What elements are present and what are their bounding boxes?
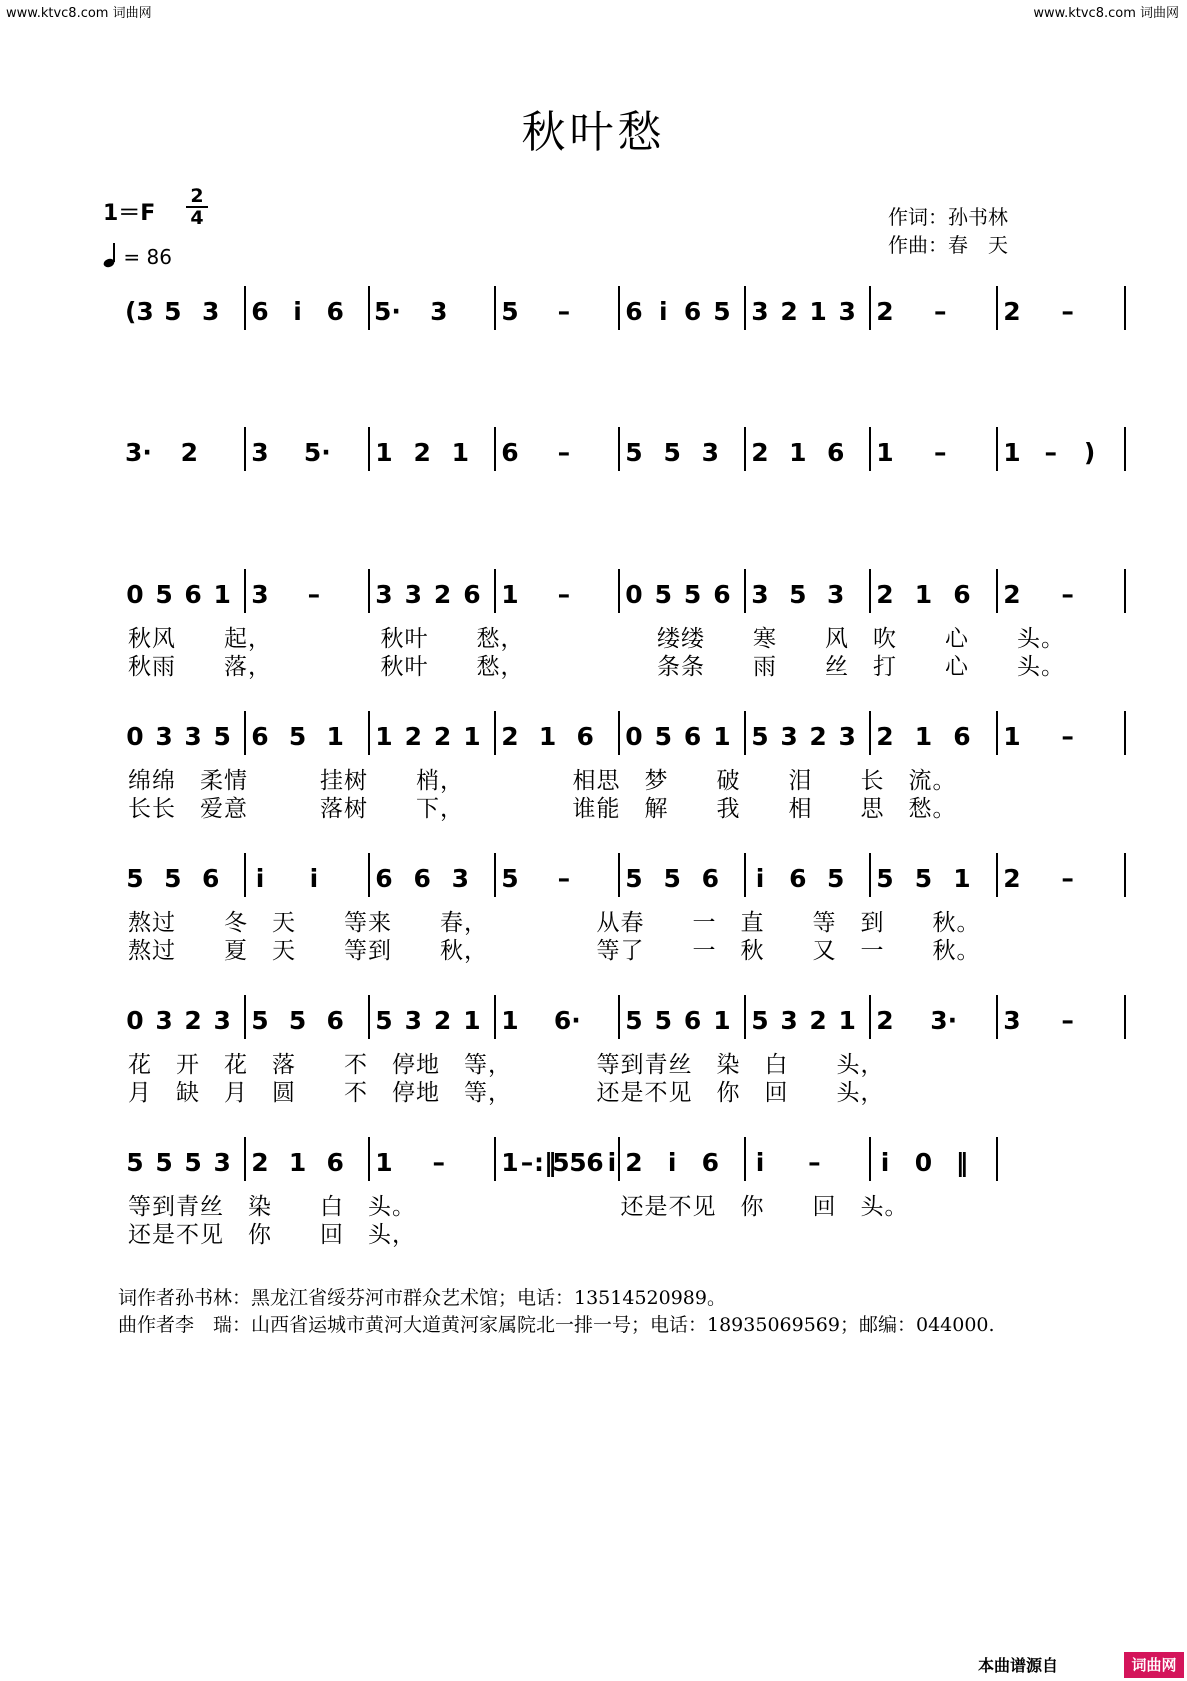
- note: –: [933, 438, 947, 467]
- bar-line: [744, 711, 746, 755]
- lyric-line: 还是不见 你 回 头，: [128, 1222, 416, 1248]
- note: 1: [288, 1148, 307, 1177]
- bar-line: [618, 569, 620, 613]
- note: 5: [126, 864, 144, 893]
- note: 1: [789, 438, 807, 467]
- note: 1: [375, 438, 393, 467]
- note: 1: [1003, 438, 1021, 467]
- note: 1: [876, 438, 894, 467]
- note: 5: [251, 1006, 269, 1035]
- note: i: [880, 1148, 890, 1177]
- site-header-left: www.ktvc8.com 词曲网: [6, 6, 152, 21]
- lyric-line: 熬过 夏 天 等到 秋， 等了 一 秋 又 一 秋。: [128, 938, 981, 964]
- note: 5: [683, 580, 702, 609]
- note: 3·: [930, 1006, 958, 1035]
- note: 3: [780, 1006, 798, 1035]
- note: 6: [413, 864, 431, 893]
- note: 3: [827, 580, 845, 609]
- note: 3: [155, 1006, 173, 1035]
- note: 5: [126, 1148, 144, 1177]
- note: 5: [184, 1148, 202, 1177]
- note: –: [1061, 722, 1074, 751]
- note: –: [557, 580, 571, 609]
- note: 1: [538, 722, 557, 751]
- bar-line: [494, 286, 496, 330]
- bar-line: [744, 569, 746, 613]
- note: 2: [780, 297, 798, 326]
- note: 5: [789, 580, 807, 609]
- note: 6: [789, 864, 807, 893]
- bar-line: [869, 286, 871, 330]
- note: i: [293, 297, 302, 326]
- note: 1: [809, 297, 827, 326]
- bar-line: [996, 853, 998, 897]
- note: 1: [713, 722, 731, 751]
- bar-line: [869, 569, 871, 613]
- note: 5: [625, 1006, 643, 1035]
- bar-line: [494, 995, 496, 1039]
- lyric-line: 秋雨 落， 秋叶 愁， 条条 雨 丝 打 心 头。: [128, 654, 1065, 680]
- note: 6: [701, 1148, 720, 1177]
- bar-line: [494, 711, 496, 755]
- lyric-line: 熬过 冬 天 等来 春， 从春 一 直 等 到 秋。: [128, 910, 981, 936]
- note: 6: [683, 1006, 702, 1035]
- note: 2: [404, 722, 422, 751]
- note: 5·: [303, 438, 331, 467]
- lyricist: 作词：孙书林: [888, 205, 1008, 229]
- note: 6: [576, 722, 594, 751]
- lyric-line: 绵绵 柔情 挂树 梢， 相思 梦 破 泪 长 流。: [128, 768, 957, 794]
- note: 5: [663, 864, 681, 893]
- bar-line: [1124, 569, 1126, 613]
- bar-line: [618, 427, 620, 471]
- note: 2: [876, 1006, 894, 1035]
- bar-line: [244, 995, 246, 1039]
- note: 6: [953, 722, 971, 751]
- note: –: [557, 864, 571, 893]
- note: 6: [586, 1148, 604, 1177]
- note: 2: [876, 580, 894, 609]
- time-signature: [186, 187, 208, 227]
- bar-line: [618, 286, 620, 330]
- note: i: [607, 1148, 617, 1177]
- note: :‖: [533, 1148, 557, 1177]
- note: 2: [809, 1006, 827, 1035]
- note: 1: [914, 580, 933, 609]
- note: 3: [1003, 1006, 1021, 1035]
- note: –: [307, 580, 321, 609]
- note: 0: [126, 580, 144, 609]
- note: 1: [501, 1006, 519, 1035]
- note: 2: [1003, 580, 1021, 609]
- bar-line: [744, 427, 746, 471]
- note: 2: [876, 297, 894, 326]
- note: –: [1044, 438, 1058, 467]
- note: i: [659, 297, 668, 326]
- lyric-line: 月 缺 月 圆 不 停地 等， 还是不见 你 回 头，: [128, 1080, 885, 1106]
- note: 3: [451, 864, 470, 893]
- bar-line: [244, 286, 246, 330]
- bar-line: [996, 286, 998, 330]
- note: 6: [701, 864, 720, 893]
- note: 2: [809, 722, 827, 751]
- note: 5·: [374, 297, 401, 326]
- bar-line: [869, 995, 871, 1039]
- site-header-right: www.ktvc8.com 词曲网: [1033, 6, 1179, 21]
- lyric-line: 花 开 花 落 不 停地 等， 等到青丝 染 白 头，: [128, 1052, 885, 1078]
- bar-line: [1124, 427, 1126, 471]
- bar-line: [996, 995, 998, 1039]
- note: 6: [184, 580, 202, 609]
- note: 5: [625, 438, 643, 467]
- bar-line: [618, 1137, 620, 1181]
- note: 2: [433, 580, 452, 609]
- note: –: [1061, 297, 1074, 326]
- note: 6: [251, 722, 269, 751]
- bar-line: [996, 427, 998, 471]
- note: 2: [876, 722, 894, 751]
- note: 2: [751, 438, 769, 467]
- time-signature-top: 2: [190, 185, 204, 207]
- bar-line: [368, 711, 370, 755]
- bar-line: [618, 853, 620, 897]
- note: 3: [404, 580, 422, 609]
- note: 3: [838, 297, 856, 326]
- bar-line: [618, 711, 620, 755]
- bar-line: [744, 286, 746, 330]
- bar-line: [744, 1137, 746, 1181]
- note: 5: [155, 1148, 173, 1177]
- note: 3: [155, 722, 173, 751]
- note: –: [1061, 1006, 1074, 1035]
- note: 1: [713, 1006, 731, 1035]
- note: 6: [827, 438, 845, 467]
- note: 1: [451, 438, 470, 467]
- bar-line: [494, 427, 496, 471]
- note: 5: [663, 438, 681, 467]
- note: 1: [914, 722, 933, 751]
- bar-line: [996, 569, 998, 613]
- note: 1: [501, 1148, 519, 1177]
- bar-line: [1124, 853, 1126, 897]
- note: 5: [375, 1006, 393, 1035]
- bar-line: [869, 1137, 871, 1181]
- song-title: 秋叶愁: [521, 107, 666, 158]
- note: 3: [430, 297, 448, 326]
- note: 3·: [125, 438, 152, 467]
- note: 1: [501, 580, 519, 609]
- bar-line: [869, 853, 871, 897]
- note: 3: [213, 1006, 231, 1035]
- note: 3: [780, 722, 798, 751]
- note: 2: [413, 438, 431, 467]
- bar-line: [1124, 286, 1126, 330]
- note: 2: [625, 1148, 643, 1177]
- score-row: [0, 863, 1187, 903]
- note: 6: [326, 1006, 344, 1035]
- note: ): [1083, 438, 1096, 467]
- note: 5: [501, 297, 519, 326]
- note: 5: [914, 864, 933, 893]
- bar-line: [1124, 995, 1126, 1039]
- note: 5: [654, 1006, 672, 1035]
- note: 5: [751, 722, 769, 751]
- note: 3: [701, 438, 720, 467]
- note: ‖: [955, 1148, 969, 1177]
- note: i: [667, 1148, 677, 1177]
- note: 0: [625, 580, 643, 609]
- note: (3: [125, 297, 154, 326]
- note: –: [557, 438, 571, 467]
- credits: [888, 203, 1008, 259]
- bar-line: [244, 1137, 246, 1181]
- note: 6: [463, 580, 481, 609]
- note: 6: [202, 864, 220, 893]
- score-row: [0, 721, 1187, 761]
- note: 5: [751, 1006, 769, 1035]
- note: 1: [463, 1006, 481, 1035]
- note: 5: [164, 297, 182, 326]
- tempo-value: = 86: [123, 245, 172, 269]
- bar-line: [1124, 711, 1126, 755]
- lyric-line: 长长 爱意 落树 下， 谁能 解 我 相 思 愁。: [128, 796, 957, 822]
- bar-line: [744, 995, 746, 1039]
- note: 2: [184, 1006, 202, 1035]
- bar-line: [368, 427, 370, 471]
- bar-line: [996, 1137, 998, 1181]
- bar-line: [996, 711, 998, 755]
- score-row: [0, 437, 1187, 477]
- bar-line: [494, 853, 496, 897]
- note: 2: [501, 722, 519, 751]
- note: 5: [827, 864, 845, 893]
- note: 3: [404, 1006, 422, 1035]
- bar-line: [244, 853, 246, 897]
- note: 1: [838, 1006, 856, 1035]
- note: 5: [569, 1148, 587, 1177]
- note: 0: [126, 722, 144, 751]
- note: 5: [288, 722, 307, 751]
- note: 0: [126, 1006, 144, 1035]
- note: 6: [375, 864, 393, 893]
- note: –: [808, 1148, 821, 1177]
- note: 3: [184, 722, 202, 751]
- note: 6: [683, 722, 702, 751]
- note: 6: [326, 297, 344, 326]
- note: 2: [251, 1148, 269, 1177]
- note: 3: [838, 722, 856, 751]
- tempo-marking: [103, 242, 172, 269]
- lyric-line: 等到青丝 染 白 头。 还是不见 你 回 头。: [128, 1194, 909, 1220]
- note: i: [755, 1148, 765, 1177]
- score-row: [0, 1005, 1187, 1045]
- bar-line: [618, 995, 620, 1039]
- note: 5: [155, 580, 173, 609]
- note: 3: [251, 438, 269, 467]
- watermark-logo: 词曲网: [1124, 1652, 1184, 1678]
- key-signature: 1＝F: [103, 201, 156, 226]
- note: i: [309, 864, 319, 893]
- bar-line: [368, 569, 370, 613]
- note: 5: [213, 722, 231, 751]
- bar-line: [368, 286, 370, 330]
- note: 6·: [553, 1006, 581, 1035]
- bar-line: [244, 569, 246, 613]
- bar-line: [368, 853, 370, 897]
- note: 3: [751, 297, 769, 326]
- note: 1: [375, 722, 393, 751]
- note: 3: [751, 580, 769, 609]
- bar-line: [494, 569, 496, 613]
- bar-line: [244, 427, 246, 471]
- score-row: [0, 1147, 1187, 1187]
- score-row: [0, 579, 1187, 619]
- bar-line: [368, 1137, 370, 1181]
- note: 5: [654, 580, 672, 609]
- note: –: [1061, 580, 1074, 609]
- note: 5: [552, 1148, 570, 1177]
- note: 6: [251, 297, 269, 326]
- footer-composer-contact: 曲作者李 瑞：山西省运城市黄河大道黄河家属院北一排一号；电话：18935069569；邮编：044000.: [118, 1314, 995, 1336]
- note: –: [1061, 864, 1074, 893]
- note: 2: [1003, 864, 1021, 893]
- composer: 作曲：春 天: [888, 233, 1008, 257]
- note: 3: [251, 580, 269, 609]
- score-row: [0, 296, 1187, 336]
- note: –: [557, 297, 571, 326]
- note: 2: [180, 438, 199, 467]
- time-signature-bottom: 4: [190, 207, 204, 229]
- bar-line: [744, 853, 746, 897]
- footer-lyricist-contact: 词作者孙书林：黑龙江省绥芬河市群众艺术馆；电话：13514520989。: [118, 1287, 726, 1309]
- note: –: [520, 1148, 534, 1177]
- lyric-line: 秋风 起， 秋叶 愁， 缕缕 寒 风 吹 心 头。: [128, 626, 1065, 652]
- bar-line: [869, 427, 871, 471]
- note: 3: [202, 297, 220, 326]
- note: i: [755, 864, 765, 893]
- note: 3: [375, 580, 393, 609]
- note: 2: [433, 722, 452, 751]
- bar-line: [869, 711, 871, 755]
- note: 1: [326, 722, 344, 751]
- note: 5: [654, 722, 672, 751]
- note: 3: [213, 1148, 231, 1177]
- note: 2: [433, 1006, 452, 1035]
- note: 1: [953, 864, 971, 893]
- note: 1: [1003, 722, 1021, 751]
- note: –: [933, 297, 947, 326]
- note: 5: [625, 864, 643, 893]
- note: i: [255, 864, 265, 893]
- note: 6: [713, 580, 731, 609]
- note: 5: [501, 864, 519, 893]
- quarter-note-icon: [103, 242, 117, 268]
- note: 1: [463, 722, 481, 751]
- note: 1: [375, 1148, 393, 1177]
- note: 6: [501, 438, 519, 467]
- bar-line: [244, 711, 246, 755]
- note: 5: [164, 864, 182, 893]
- note: 0: [625, 722, 643, 751]
- bar-line: [494, 1137, 496, 1181]
- note: 5: [713, 297, 731, 326]
- note: 2: [1003, 297, 1021, 326]
- note: 6: [625, 297, 643, 326]
- note: 1: [213, 580, 231, 609]
- bar-line: [368, 995, 370, 1039]
- note: 6: [326, 1148, 344, 1177]
- note: 0: [914, 1148, 933, 1177]
- note: –: [432, 1148, 446, 1177]
- watermark-text: 本曲谱源自: [978, 1656, 1059, 1675]
- note: 6: [953, 580, 971, 609]
- note: 6: [683, 297, 702, 326]
- note: 5: [288, 1006, 307, 1035]
- note: 5: [876, 864, 894, 893]
